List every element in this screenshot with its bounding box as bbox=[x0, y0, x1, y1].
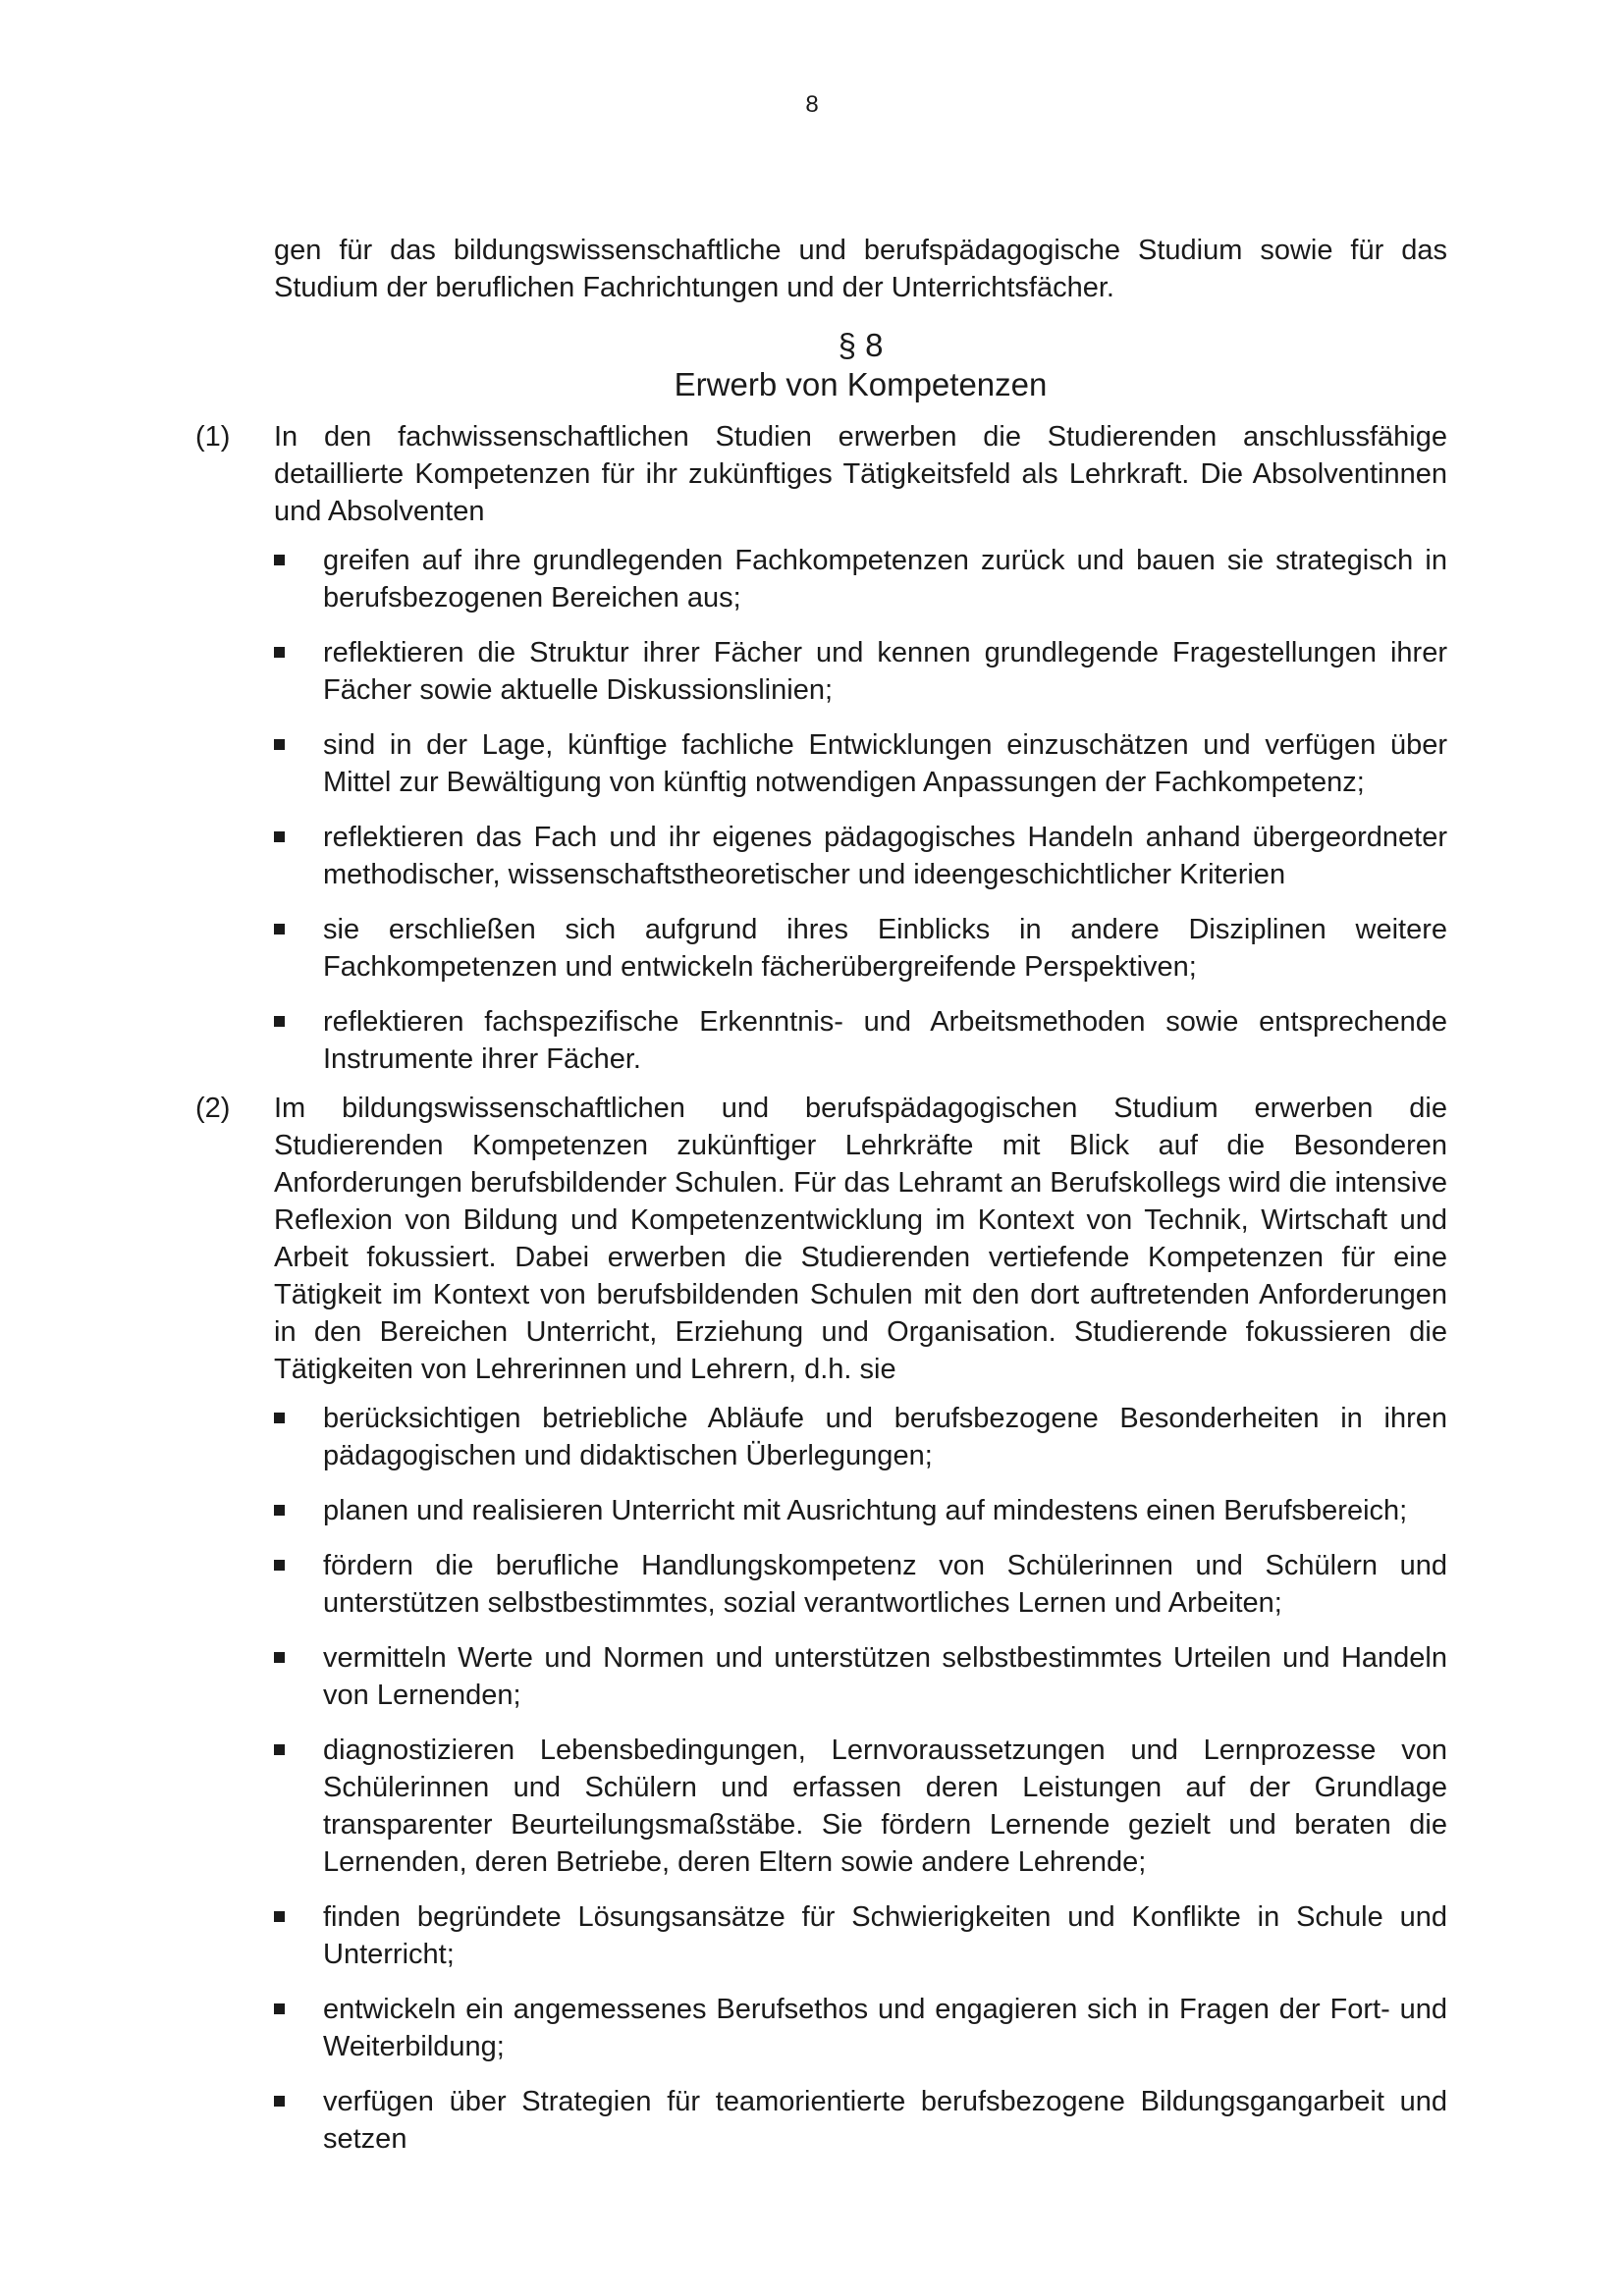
list-item-text: verfügen über Strategien für teamorientierte berufsbezogene Bildungsgangarbeit und setzen bbox=[323, 2086, 1447, 2155]
square-bullet-icon bbox=[274, 2096, 285, 2107]
section-heading bbox=[274, 326, 1447, 404]
list-item bbox=[274, 2083, 1447, 2158]
list-item bbox=[274, 542, 1447, 616]
list-item bbox=[274, 726, 1447, 801]
section-title: Erwerb von Kompetenzen bbox=[674, 366, 1048, 402]
document-body bbox=[195, 232, 1447, 2169]
intro-paragraph: gen für das bildungswissenschaftliche und berufspädagogische Studium sowie für das Studium der beruflichen Fachrichtungen und der Unterrichtsfächer. bbox=[274, 235, 1447, 303]
list-item-text: reflektieren das Fach und ihr eigenes pädagogisches Handeln anhand übergeordneter methodischer, wissenschaftstheoretischer und ideengeschichtlicher Kriterien bbox=[323, 822, 1447, 890]
list-item bbox=[274, 1991, 1447, 2065]
square-bullet-icon bbox=[274, 647, 285, 658]
list-item bbox=[274, 1492, 1447, 1529]
list-item bbox=[274, 1400, 1447, 1474]
list-item bbox=[274, 819, 1447, 893]
square-bullet-icon bbox=[274, 1016, 285, 1027]
list-item bbox=[274, 911, 1447, 986]
square-bullet-icon bbox=[274, 831, 285, 842]
square-bullet-icon bbox=[274, 1505, 285, 1516]
list-item bbox=[274, 1898, 1447, 1973]
square-bullet-icon bbox=[274, 1911, 285, 1922]
list-item bbox=[274, 1547, 1447, 1622]
list-item-text: planen und realisieren Unterricht mit Ausrichtung auf mindestens einen Berufsbereich; bbox=[323, 1495, 1408, 1526]
paragraph-1 bbox=[195, 418, 1447, 1078]
paragraph-text: In den fachwissenschaftlichen Studien erwerben die Studierenden anschlussfähige detaillierte Kompetenzen für ihr zukünftiges Tätigkeitsfeld als Lehrkraft. Die Absolventinnen und Absolventen bbox=[274, 421, 1447, 527]
square-bullet-icon bbox=[274, 1744, 285, 1755]
paragraph-number: (2) bbox=[195, 1093, 231, 1124]
list-item bbox=[274, 1003, 1447, 1078]
section-symbol: § 8 bbox=[838, 327, 884, 363]
list-item bbox=[274, 1639, 1447, 1714]
list-item-text: greifen auf ihre grundlegenden Fachkompetenzen zurück und bauen sie strategisch in berufsbezogenen Bereichen aus; bbox=[323, 545, 1447, 614]
square-bullet-icon bbox=[274, 739, 285, 750]
square-bullet-icon bbox=[274, 2003, 285, 2014]
page-number: 8 bbox=[805, 91, 819, 118]
list-item-text: sind in der Lage, künftige fachliche Entwicklungen einzuschätzen und verfügen über Mittel zur Bewältigung von künftig notwendigen Anpassungen der Fachkompetenz; bbox=[323, 729, 1447, 798]
paragraph-text: Im bildungswissenschaftlichen und berufspädagogischen Studium erwerben die Studierenden Kompetenzen zukünftiger Lehrkräfte mit Blick auf die Besonderen Anforderungen berufsbildender Schulen. Für das Lehramt an Berufskollegs wird die intensive Reflexion von Bildung und Kompetenzentwicklung im Kontext von Technik, Wirtschaft und Arbeit fokussiert. Dabei erwerben die Studierenden vertiefende Kompetenzen für eine Tätigkeit im Kontext von berufsbildenden Schulen mit den dort auftretenden Anforderungen in den Bereichen Unterricht, Erziehung und Organisation. Studierende fokussieren die Tätigkeiten von Lehrerinnen und Lehrern, d.h. sie bbox=[274, 1093, 1447, 1385]
square-bullet-icon bbox=[274, 1652, 285, 1663]
list-item bbox=[274, 1732, 1447, 1881]
list-item-text: sie erschließen sich aufgrund ihres Einblicks in andere Disziplinen weitere Fachkompetenzen und entwickeln fächerübergreifende Perspektiven; bbox=[323, 914, 1447, 983]
paragraph-2 bbox=[195, 1090, 1447, 2158]
list-item-text: berücksichtigen betriebliche Abläufe und berufsbezogene Besonderheiten in ihren pädagogischen und didaktischen Überlegungen; bbox=[323, 1403, 1447, 1471]
square-bullet-icon bbox=[274, 1560, 285, 1571]
list-item-text: diagnostizieren Lebensbedingungen, Lernvoraussetzungen und Lernprozesse von Schülerinnen und Schülern und erfassen deren Leistungen auf der Grundlage transparenter Beurteilungsmaßstäbe. Sie fördern Lernende gezielt und beraten die Lernenden, deren Betriebe, deren Eltern sowie andere Lehrende; bbox=[323, 1735, 1447, 1878]
list-item-text: entwickeln ein angemessenes Berufsethos und engagieren sich in Fragen der Fort- und Weiterbildung; bbox=[323, 1994, 1447, 2062]
bullet-list bbox=[274, 1400, 1447, 2158]
list-item-text: fördern die berufliche Handlungskompetenz von Schülerinnen und Schülern und unterstützen selbstbestimmtes, sozial verantwortliches Lernen und Arbeiten; bbox=[323, 1550, 1447, 1619]
list-item bbox=[274, 634, 1447, 709]
paragraph-number: (1) bbox=[195, 421, 231, 453]
list-item-text: finden begründete Lösungsansätze für Schwierigkeiten und Konflikte in Schule und Unterricht; bbox=[323, 1901, 1447, 1970]
square-bullet-icon bbox=[274, 555, 285, 565]
list-item-text: reflektieren fachspezifische Erkenntnis- und Arbeitsmethoden sowie entsprechende Instrumente ihrer Fächer. bbox=[323, 1006, 1447, 1075]
list-item-text: vermitteln Werte und Normen und unterstützen selbstbestimmtes Urteilen und Handeln von Lernenden; bbox=[323, 1642, 1447, 1711]
list-item-text: reflektieren die Struktur ihrer Fächer und kennen grundlegende Fragestellungen ihrer Fächer sowie aktuelle Diskussionslinien; bbox=[323, 637, 1447, 706]
bullet-list bbox=[274, 542, 1447, 1078]
square-bullet-icon bbox=[274, 1413, 285, 1423]
square-bullet-icon bbox=[274, 924, 285, 934]
